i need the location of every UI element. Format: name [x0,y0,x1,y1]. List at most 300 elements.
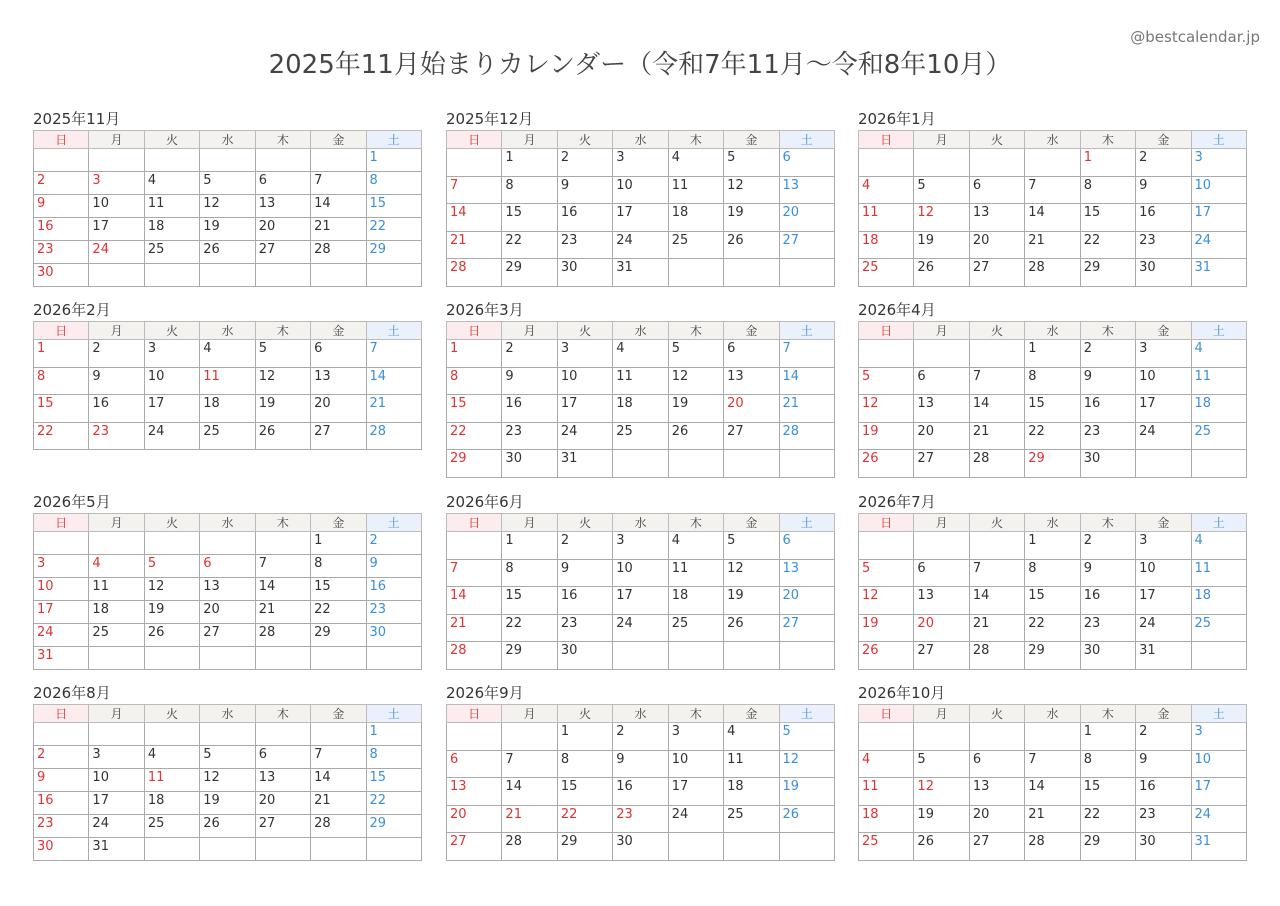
empty-cell [668,642,723,670]
day-cell: 6 [779,532,834,560]
day-cell: 22 [502,231,557,259]
weekday-header: 月 [914,322,969,340]
day-cell: 11 [859,204,914,232]
week-row [34,624,422,647]
day-cell: 22 [1025,614,1080,642]
day-cell: 10 [1191,750,1246,778]
month-table [33,704,422,861]
day-cell: 14 [366,367,421,395]
day-cell: 10 [1136,559,1191,587]
day-cell: 13 [724,367,779,395]
day-cell: 14 [969,587,1024,615]
day-cell: 23 [1080,422,1135,450]
empty-cell [34,723,89,746]
week-row [859,723,1247,751]
empty-cell [668,833,723,861]
empty-cell [366,838,421,861]
day-cell: 13 [779,176,834,204]
weekday-header: 木 [668,514,723,532]
day-cell: 12 [859,395,914,423]
week-row [859,532,1247,560]
empty-cell [200,647,255,670]
day-cell: 14 [255,578,310,601]
day-cell: 15 [311,578,366,601]
month-title: 2026年5月 [33,493,111,511]
day-cell: 8 [447,367,502,395]
day-cell: 7 [502,750,557,778]
day-cell: 10 [557,367,612,395]
day-cell: 15 [366,195,421,218]
weekday-header: 月 [502,705,557,723]
week-row [34,241,422,264]
day-cell: 26 [914,259,969,287]
day-cell: 20 [200,601,255,624]
day-cell: 14 [779,367,834,395]
month-calendar [33,299,422,450]
day-cell: 12 [144,578,199,601]
week-row [447,204,835,232]
day-cell: 12 [200,769,255,792]
day-cell: 8 [34,367,89,395]
day-cell: 20 [447,805,502,833]
empty-cell [447,723,502,751]
day-cell: 6 [914,559,969,587]
day-cell: 2 [34,172,89,195]
day-cell: 27 [200,624,255,647]
month-title: 2026年2月 [33,301,111,319]
weekday-header: 火 [557,514,612,532]
day-cell: 25 [724,805,779,833]
day-cell: 20 [969,231,1024,259]
weekday-header: 土 [366,322,421,340]
weekday-header: 日 [447,322,502,340]
day-cell: 6 [255,746,310,769]
week-row [859,642,1247,670]
week-row [859,614,1247,642]
day-cell: 14 [1025,204,1080,232]
week-row [447,833,835,861]
empty-cell [779,450,834,478]
weekday-header: 土 [366,514,421,532]
day-cell: 3 [668,723,723,751]
weekday-header: 水 [613,322,668,340]
weekday-header: 日 [859,705,914,723]
day-cell: 9 [34,769,89,792]
month-calendar [858,299,1247,478]
weekday-header: 水 [200,705,255,723]
day-cell: 27 [779,231,834,259]
weekday-header: 月 [89,705,144,723]
empty-cell [447,149,502,177]
day-cell: 8 [557,750,612,778]
day-cell: 9 [89,367,144,395]
day-cell: 25 [1191,422,1246,450]
day-cell: 4 [613,340,668,368]
day-cell: 15 [1025,395,1080,423]
day-cell: 24 [1191,231,1246,259]
day-cell: 19 [914,231,969,259]
day-cell: 1 [502,149,557,177]
day-cell: 17 [1191,204,1246,232]
day-cell: 18 [859,805,914,833]
empty-cell [1025,723,1080,751]
empty-cell [366,647,421,670]
empty-cell [668,450,723,478]
weekday-header: 金 [1136,131,1191,149]
week-row [447,805,835,833]
month-table [858,130,1247,287]
empty-cell [200,838,255,861]
day-cell: 24 [34,624,89,647]
weekday-header: 火 [969,322,1024,340]
weekday-header: 月 [502,322,557,340]
day-cell: 24 [668,805,723,833]
day-cell: 31 [1136,642,1191,670]
day-cell: 21 [311,792,366,815]
month-table [858,704,1247,861]
day-cell: 2 [557,532,612,560]
week-row [447,367,835,395]
day-cell: 29 [447,450,502,478]
weekday-header: 金 [724,705,779,723]
day-cell: 26 [255,422,310,450]
weekday-header: 木 [255,322,310,340]
empty-cell [447,532,502,560]
empty-cell [144,532,199,555]
day-cell: 2 [1136,149,1191,177]
empty-cell [724,259,779,287]
day-cell: 2 [366,532,421,555]
weekday-header: 土 [779,514,834,532]
day-cell: 21 [311,218,366,241]
weekday-header: 木 [1080,514,1135,532]
weekday-header: 火 [144,322,199,340]
day-cell: 21 [502,805,557,833]
day-cell: 29 [1080,833,1135,861]
day-cell: 2 [34,746,89,769]
day-cell: 16 [1080,395,1135,423]
weekday-header: 月 [914,131,969,149]
week-row [447,149,835,177]
day-cell: 18 [724,778,779,806]
weekday-header: 水 [1025,514,1080,532]
day-cell: 29 [311,624,366,647]
day-cell: 10 [613,559,668,587]
day-cell: 29 [502,642,557,670]
weekday-header: 日 [859,131,914,149]
day-cell: 5 [914,176,969,204]
day-cell: 13 [969,204,1024,232]
empty-cell [255,264,310,287]
week-row [34,195,422,218]
day-cell: 12 [668,367,723,395]
day-cell: 2 [1136,723,1191,751]
day-cell: 16 [1080,587,1135,615]
empty-cell [255,149,310,172]
month-title: 2026年1月 [858,110,936,128]
month-table [858,321,1247,478]
day-cell: 5 [200,172,255,195]
empty-cell [144,149,199,172]
month-calendar [33,491,422,670]
day-cell: 6 [200,555,255,578]
week-row [34,838,422,861]
empty-cell [1191,642,1246,670]
day-cell: 1 [1080,723,1135,751]
day-cell: 5 [859,559,914,587]
weekday-header: 木 [255,131,310,149]
empty-cell [311,647,366,670]
day-cell: 11 [89,578,144,601]
day-cell: 2 [89,340,144,368]
day-cell: 8 [1080,176,1135,204]
day-cell: 16 [613,778,668,806]
empty-cell [255,723,310,746]
day-cell: 1 [366,149,421,172]
day-cell: 7 [311,746,366,769]
empty-cell [969,723,1024,751]
day-cell: 20 [311,395,366,423]
day-cell: 18 [144,792,199,815]
week-row [859,422,1247,450]
day-cell: 25 [859,833,914,861]
day-cell: 29 [1025,642,1080,670]
day-cell: 26 [724,614,779,642]
day-cell: 7 [969,559,1024,587]
day-cell: 17 [144,395,199,423]
day-cell: 6 [255,172,310,195]
day-cell: 13 [311,367,366,395]
weekday-header: 木 [1080,322,1135,340]
day-cell: 24 [1136,614,1191,642]
empty-cell [613,642,668,670]
week-row [447,422,835,450]
day-cell: 19 [914,805,969,833]
day-cell: 16 [557,587,612,615]
empty-cell [779,642,834,670]
day-cell: 20 [914,422,969,450]
day-cell: 21 [1025,805,1080,833]
day-cell: 9 [502,367,557,395]
week-row [859,340,1247,368]
weekday-header: 土 [779,322,834,340]
weekday-header: 水 [200,322,255,340]
day-cell: 29 [502,259,557,287]
day-cell: 25 [859,259,914,287]
week-row [447,176,835,204]
weekday-header: 水 [613,705,668,723]
week-row [34,815,422,838]
empty-cell [859,532,914,560]
weekday-header: 火 [969,705,1024,723]
day-cell: 28 [969,642,1024,670]
day-cell: 17 [613,587,668,615]
day-cell: 7 [447,176,502,204]
empty-cell [724,833,779,861]
day-cell: 15 [1025,587,1080,615]
weekday-header: 木 [1080,131,1135,149]
day-cell: 15 [1080,204,1135,232]
day-cell: 28 [502,833,557,861]
day-cell: 24 [1136,422,1191,450]
empty-cell [144,264,199,287]
day-cell: 21 [447,231,502,259]
day-cell: 17 [89,218,144,241]
empty-cell [914,532,969,560]
day-cell: 23 [34,241,89,264]
page-title: 2025年11月始まりカレンダー（令和7年11月〜令和8年10月） [268,50,1012,80]
weekday-header: 金 [311,322,366,340]
day-cell: 24 [89,815,144,838]
day-cell: 27 [447,833,502,861]
month-title: 2026年3月 [446,301,524,319]
weekday-header: 月 [502,131,557,149]
day-cell: 21 [969,422,1024,450]
week-row [34,149,422,172]
day-cell: 1 [34,340,89,368]
week-row [859,395,1247,423]
weekday-header: 木 [668,705,723,723]
day-cell: 9 [1080,559,1135,587]
day-cell: 20 [969,805,1024,833]
empty-cell [144,838,199,861]
day-cell: 18 [859,231,914,259]
week-row [859,231,1247,259]
day-cell: 23 [366,601,421,624]
day-cell: 28 [969,450,1024,478]
weekday-header: 土 [1191,322,1246,340]
day-cell: 19 [200,792,255,815]
day-cell: 28 [1025,833,1080,861]
day-cell: 28 [447,259,502,287]
weekday-header: 日 [34,705,89,723]
week-row [859,204,1247,232]
site-credit: @bestcalendar.jp [1130,28,1260,46]
day-cell: 16 [502,395,557,423]
empty-cell [311,264,366,287]
weekday-header: 木 [255,705,310,723]
day-cell: 30 [34,264,89,287]
day-cell: 4 [859,176,914,204]
empty-cell [366,264,421,287]
weekday-header: 土 [779,705,834,723]
day-cell: 26 [859,642,914,670]
day-cell: 17 [668,778,723,806]
day-cell: 11 [668,559,723,587]
day-cell: 12 [200,195,255,218]
day-cell: 30 [1136,259,1191,287]
weekday-header: 金 [724,322,779,340]
day-cell: 9 [366,555,421,578]
day-cell: 8 [502,176,557,204]
empty-cell [859,149,914,177]
day-cell: 14 [502,778,557,806]
day-cell: 24 [613,614,668,642]
weekday-header: 金 [311,514,366,532]
day-cell: 5 [200,746,255,769]
day-cell: 14 [311,195,366,218]
day-cell: 30 [613,833,668,861]
weekday-header: 日 [859,514,914,532]
week-row [859,450,1247,478]
day-cell: 13 [969,778,1024,806]
day-cell: 2 [1080,532,1135,560]
weekday-header: 日 [447,705,502,723]
empty-cell [200,264,255,287]
day-cell: 30 [502,450,557,478]
weekday-header: 水 [1025,322,1080,340]
weekday-header: 日 [859,322,914,340]
week-row [859,778,1247,806]
week-row [34,172,422,195]
day-cell: 15 [447,395,502,423]
day-cell: 15 [502,204,557,232]
day-cell: 31 [89,838,144,861]
week-row [447,450,835,478]
day-cell: 29 [1025,450,1080,478]
day-cell: 12 [859,587,914,615]
day-cell: 21 [1025,231,1080,259]
empty-cell [255,838,310,861]
month-table [446,704,835,861]
day-cell: 16 [557,204,612,232]
day-cell: 25 [668,614,723,642]
day-cell: 6 [779,149,834,177]
day-cell: 18 [144,218,199,241]
month-title: 2026年8月 [33,684,111,702]
month-table [33,513,422,670]
empty-cell [89,532,144,555]
weekday-header: 金 [1136,705,1191,723]
day-cell: 13 [200,578,255,601]
day-cell: 23 [1136,805,1191,833]
day-cell: 4 [668,532,723,560]
empty-cell [255,532,310,555]
week-row [34,601,422,624]
day-cell: 15 [34,395,89,423]
day-cell: 11 [144,769,199,792]
day-cell: 28 [447,642,502,670]
day-cell: 3 [1136,532,1191,560]
week-row [34,647,422,670]
day-cell: 7 [255,555,310,578]
weekday-header: 日 [447,131,502,149]
day-cell: 21 [366,395,421,423]
day-cell: 8 [366,746,421,769]
day-cell: 19 [779,778,834,806]
empty-cell [34,532,89,555]
day-cell: 3 [1191,149,1246,177]
weekday-header: 水 [613,514,668,532]
day-cell: 22 [557,805,612,833]
day-cell: 18 [613,395,668,423]
week-row [447,259,835,287]
empty-cell [34,149,89,172]
day-cell: 21 [447,614,502,642]
day-cell: 1 [447,340,502,368]
day-cell: 30 [34,838,89,861]
day-cell: 26 [724,231,779,259]
empty-cell [89,264,144,287]
day-cell: 5 [914,750,969,778]
day-cell: 20 [255,218,310,241]
day-cell: 30 [557,259,612,287]
weekday-header: 土 [1191,131,1246,149]
day-cell: 23 [1136,231,1191,259]
day-cell: 15 [557,778,612,806]
day-cell: 7 [447,559,502,587]
empty-cell [311,838,366,861]
